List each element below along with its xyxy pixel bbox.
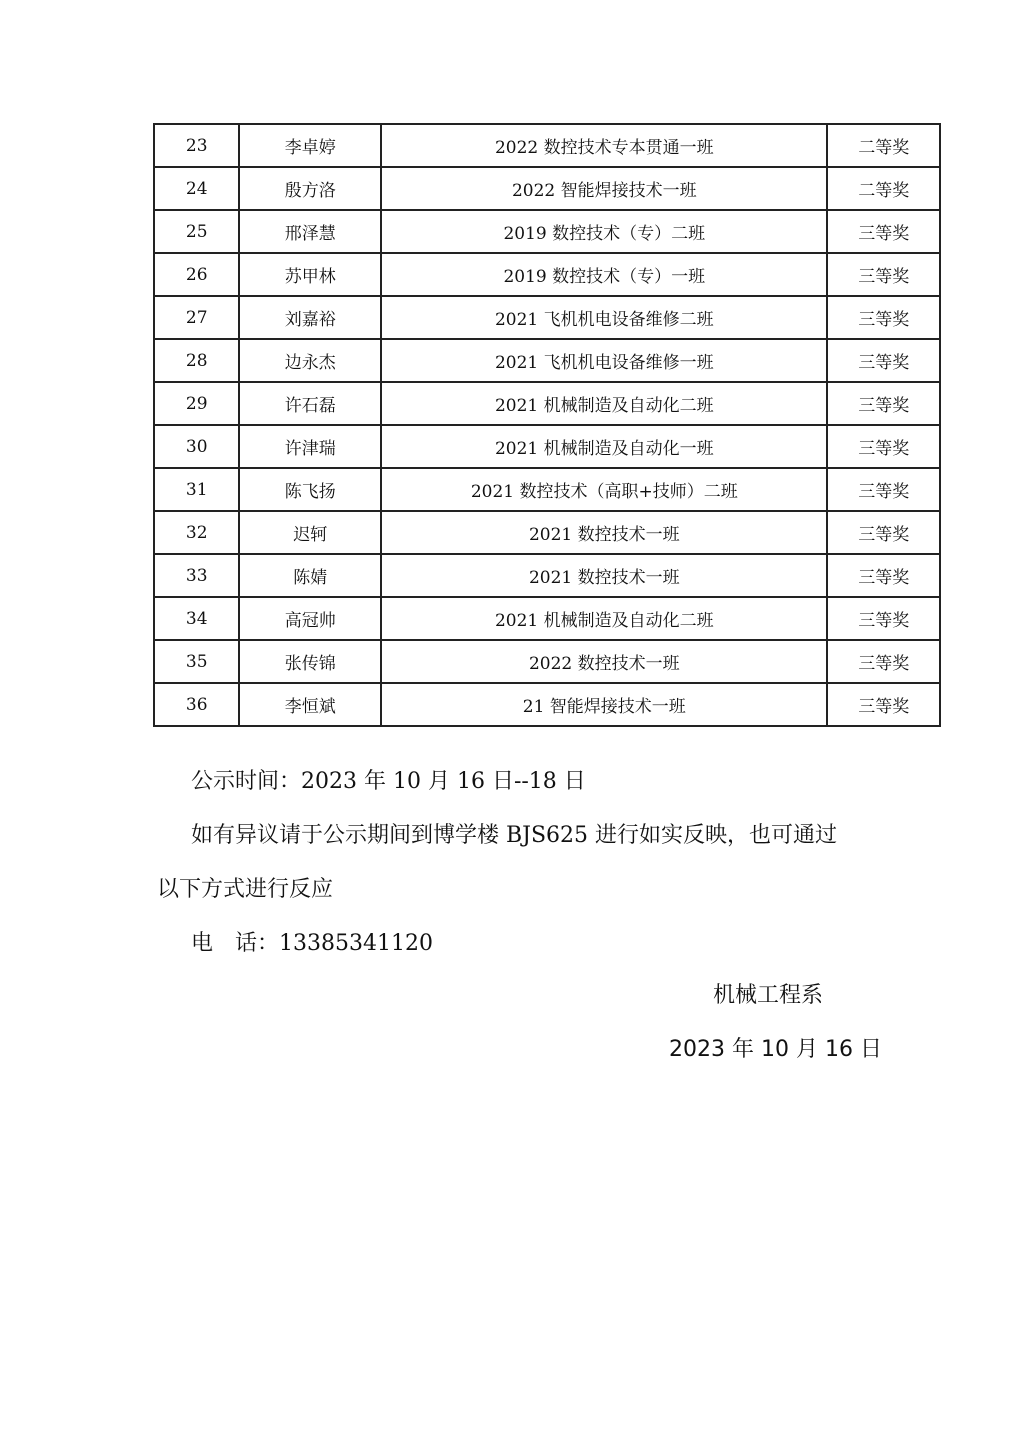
phone-label: 电 话： xyxy=(191,931,280,956)
table-row xyxy=(154,167,940,210)
award-level-cell: 三等奖 xyxy=(827,554,940,597)
student-name-cell: 迟轲 xyxy=(239,511,381,554)
table-row xyxy=(154,339,940,382)
award-table xyxy=(153,123,941,727)
row-number-cell: 33 xyxy=(154,554,239,597)
row-number-cell: 27 xyxy=(154,296,239,339)
student-name-cell: 苏甲林 xyxy=(239,253,381,296)
class-name-cell: 2021 飞机机电设备维修二班 xyxy=(381,296,827,339)
row-number-cell: 31 xyxy=(154,468,239,511)
phone-line xyxy=(191,926,433,957)
row-number-cell: 26 xyxy=(154,253,239,296)
row-number-cell: 23 xyxy=(154,124,239,167)
class-name-cell: 2021 机械制造及自动化一班 xyxy=(381,425,827,468)
award-level-cell: 三等奖 xyxy=(827,425,940,468)
student-name-cell: 张传锦 xyxy=(239,640,381,683)
class-name-cell: 2021 数控技术一班 xyxy=(381,511,827,554)
class-name-cell: 21 智能焊接技术一班 xyxy=(381,683,827,726)
student-name-cell: 殷方洛 xyxy=(239,167,381,210)
award-level-cell: 三等奖 xyxy=(827,253,940,296)
class-name-cell: 2021 机械制造及自动化二班 xyxy=(381,382,827,425)
class-name-cell: 2021 飞机机电设备维修一班 xyxy=(381,339,827,382)
row-number-cell: 35 xyxy=(154,640,239,683)
row-number-cell: 32 xyxy=(154,511,239,554)
row-number-cell: 29 xyxy=(154,382,239,425)
award-level-cell: 三等奖 xyxy=(827,597,940,640)
award-level-cell: 三等奖 xyxy=(827,683,940,726)
class-name-cell: 2022 智能焊接技术一班 xyxy=(381,167,827,210)
table-row xyxy=(154,253,940,296)
student-name-cell: 李卓婷 xyxy=(239,124,381,167)
signature-date: 2023 年 10 月 16 日 xyxy=(669,1037,882,1062)
award-level-cell: 三等奖 xyxy=(827,296,940,339)
class-name-cell: 2021 数控技术一班 xyxy=(381,554,827,597)
student-name-cell: 许石磊 xyxy=(239,382,381,425)
student-name-cell: 陈婧 xyxy=(239,554,381,597)
student-name-cell: 边永杰 xyxy=(239,339,381,382)
table-row xyxy=(154,468,940,511)
department-signature: 机械工程系 xyxy=(713,983,824,1008)
award-level-cell: 三等奖 xyxy=(827,339,940,382)
table-row xyxy=(154,511,940,554)
class-name-cell: 2019 数控技术（专）一班 xyxy=(381,253,827,296)
award-level-cell: 三等奖 xyxy=(827,640,940,683)
student-name-cell: 刘嘉裕 xyxy=(239,296,381,339)
student-name-cell: 邢泽慧 xyxy=(239,210,381,253)
student-name-cell: 陈飞扬 xyxy=(239,468,381,511)
row-number-cell: 25 xyxy=(154,210,239,253)
table-row xyxy=(154,296,940,339)
class-name-cell: 2019 数控技术（专）二班 xyxy=(381,210,827,253)
award-level-cell: 三等奖 xyxy=(827,382,940,425)
student-name-cell: 许津瑞 xyxy=(239,425,381,468)
row-number-cell: 36 xyxy=(154,683,239,726)
award-level-cell: 三等奖 xyxy=(827,210,940,253)
award-level-cell: 三等奖 xyxy=(827,511,940,554)
student-name-cell: 李恒斌 xyxy=(239,683,381,726)
table-row xyxy=(154,554,940,597)
publicity-time: 公示时间：2023 年 10 月 16 日--18 日 xyxy=(191,769,586,794)
row-number-cell: 30 xyxy=(154,425,239,468)
phone-number: 13385341120 xyxy=(279,931,433,956)
row-number-cell: 28 xyxy=(154,339,239,382)
award-table-body xyxy=(154,124,940,726)
table-row xyxy=(154,124,940,167)
class-name-cell: 2022 数控技术一班 xyxy=(381,640,827,683)
class-name-cell: 2021 机械制造及自动化二班 xyxy=(381,597,827,640)
table-row xyxy=(154,640,940,683)
table-row xyxy=(154,210,940,253)
row-number-cell: 34 xyxy=(154,597,239,640)
objection-notice-line-2: 以下方式进行反应 xyxy=(157,877,334,902)
student-name-cell: 高冠帅 xyxy=(239,597,381,640)
class-name-cell: 2021 数控技术（高职+技师）二班 xyxy=(381,468,827,511)
objection-notice-line-1: 如有异议请于公示期间到博学楼 BJS625 进行如实反映，也可通过 xyxy=(191,823,838,848)
award-level-cell: 二等奖 xyxy=(827,124,940,167)
table-row xyxy=(154,597,940,640)
table-row xyxy=(154,683,940,726)
table-row xyxy=(154,425,940,468)
award-level-cell: 三等奖 xyxy=(827,468,940,511)
award-level-cell: 二等奖 xyxy=(827,167,940,210)
table-row xyxy=(154,382,940,425)
class-name-cell: 2022 数控技术专本贯通一班 xyxy=(381,124,827,167)
row-number-cell: 24 xyxy=(154,167,239,210)
